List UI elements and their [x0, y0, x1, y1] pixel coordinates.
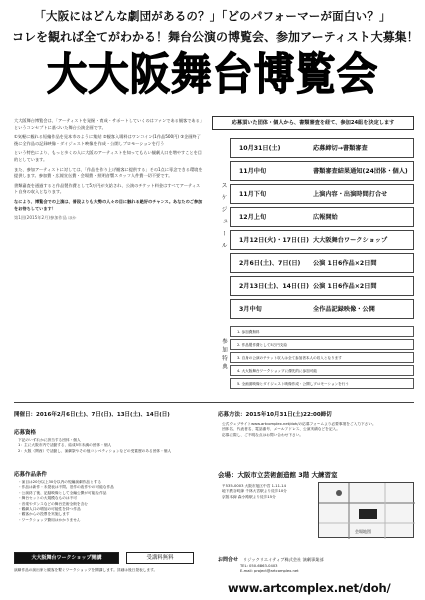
bonus-item: 3. 自身の公演のチケット収入は全て参加者本人の収入となります — [230, 352, 414, 363]
venue-access: 京阪本線 森小路駅より徒歩15分 — [222, 494, 276, 499]
intro-p4: また、参加アーティストに対しては、「作品を作り上げ観客に提供する」その1点に専念できる環境を提供します。参加費・広報宣伝費・会場費・照明音響スタッフ人件費一切不要です。 — [14, 166, 203, 179]
dates-section: 開催日：2016年2月6日(土)、7日(日)、13日(土)、14日(日) — [14, 412, 170, 418]
apply-section: 応募方法：2015年10月31日(土)22:00締切 — [218, 412, 332, 418]
schedule-row — [230, 207, 414, 227]
bonus-item: 4. 大大阪舞台ワークショップに優先的に参加可能 — [230, 365, 414, 376]
bonus-item: 1. 参加費無料 — [230, 326, 414, 337]
schedule-event: 公演 1日6作品×2日間 — [313, 260, 377, 267]
schedule-row — [230, 138, 414, 158]
schedule-date: 11月下旬 — [239, 191, 267, 198]
apply-deadline: 2015年10月31日(土)22:00締切 — [245, 412, 332, 418]
bonus-label: 参加特典 — [221, 338, 227, 372]
catch-line-1: 「大阪にはどんな劇団があるの？」「どのパフォーマーが面白い？」 — [34, 9, 391, 23]
catch-line-2: コレを観れば全てがわかる！舞台公演の博覧会、参加アーティスト大募集！ — [12, 30, 419, 44]
condition-line: ・観劇人口の増加の可能性を持つ作品 — [18, 507, 81, 512]
schedule-event: 公演 1日6作品×2日間 — [313, 283, 377, 290]
schedule-header: 応募頂いた団体・個人から、書類審査を経て、参加24組を決定します — [212, 116, 414, 130]
banner-title: 大大阪舞台博覧会 — [46, 49, 379, 100]
requirement-line: 2：大阪（関西）で活動し、演劇祭やその他コンペティションなどの受賞歴のある団体・個人 — [18, 448, 172, 453]
schedule-row — [230, 276, 414, 296]
schedule-date: 2月13日(土)、14日(日) — [239, 283, 309, 290]
apply-text — [222, 422, 414, 438]
website-url[interactable]: www.artcomplex.net/doh/ — [228, 581, 391, 595]
contact-tel: TEL: 050-6863-0403 — [240, 564, 278, 568]
venue-map — [318, 482, 414, 538]
schedule-event: 上演内容・出演時間打合せ — [313, 191, 388, 198]
intro-p3: という特色により、もっと多くの人に大阪のアーティストを知ってもらい観劇人口を増やすことを目的としています。 — [14, 150, 202, 162]
apply-line: 公式ウェブサイトwww.artcomplex.net/doh/の応募フォームより必要事項をご入力下さい。 — [222, 422, 376, 426]
schedule-row — [230, 230, 414, 250]
contact-section — [218, 556, 324, 563]
schedule-event: 広報開始 — [313, 214, 338, 221]
schedule-row — [230, 253, 414, 273]
venue-address: 〒535-0003 大阪市旭区中宮 1-11-14 — [222, 484, 286, 488]
condition-line: ・ワークショップ費用はかかりません — [18, 517, 81, 522]
past-participants: 第1回(2015年2月)参加作品 ほか — [14, 215, 77, 221]
venue-title: 会場 — [218, 471, 231, 479]
condition-line: ・演目は20分以上30分以内の短編演劇作品とする — [18, 480, 102, 484]
requirement-line: 1：主に大阪市内で活動する、結成5年未満の団体・個人 — [18, 443, 112, 448]
schedule-event: 応募締切→書類審査 — [313, 145, 368, 152]
intro-p1: 大大阪舞台博覧会は、「アーティストを発掘・育成・サポートしていくのはファンである観客である」というコンセプトに基づいた舞台公演企画です。 — [14, 118, 204, 130]
schedule-date: 3月中旬 — [239, 306, 262, 313]
schedule-row — [230, 161, 414, 181]
intro-p5: 書類審査を通過すると作品製作費として5万円が支給され、公演のチケット料金はすべてアーティスト自身の収入となります。 — [14, 182, 201, 195]
condition-line: ・公演終了後、記録映像として全編公開が可能な作品 — [18, 490, 107, 495]
apply-title: 応募方法 — [218, 412, 241, 418]
schedule-event: 全作品記録映像・公開 — [313, 306, 375, 313]
schedule-row — [230, 184, 414, 204]
schedule-row — [230, 299, 414, 319]
contact-title: お問合せ — [218, 557, 239, 563]
workshop-box: 大大阪舞台ワークショップ開講 — [14, 552, 119, 564]
condition-line: ・舞台セットの大規模なものは不可 — [18, 496, 77, 501]
schedule-date: 1月12日(火)・17日(日) — [239, 237, 309, 244]
schedule-date: 10月31日(土) — [239, 145, 281, 152]
apply-line: 応募に際し、ご不明な点はお問い合わせ下さい。 — [222, 432, 304, 437]
schedule-event: 書類審査結果通知(24団体・個人) — [313, 168, 408, 175]
dates-title: 開催日 — [14, 412, 31, 418]
contact-mail: E-mail: project@artcomplex.net — [240, 569, 299, 574]
requirement-line: 下記のいずれかに該当する団体・個人 — [18, 438, 81, 442]
schedule-date: 11月中旬 — [239, 168, 267, 175]
requirements-list — [18, 438, 208, 454]
conditions-title: 応募作品条件 — [14, 472, 48, 478]
conditions-list — [18, 480, 208, 523]
intro-text — [14, 118, 204, 225]
dates-text: 2016年2月6日(土)、7日(日)、13日(土)、14日(日) — [36, 412, 170, 418]
venue-access: 地下鉄谷町線 千林大宮駅より徒歩10分 — [222, 489, 287, 494]
bonus-item: 5. 全画面映像とダイジェスト映像作成・公開しプロモーションを行う — [230, 378, 414, 389]
schedule-event: 大大阪舞台ワークショップ — [313, 237, 388, 244]
venue-name: 大阪市立芸術創造館 3階 大練習室 — [237, 471, 338, 479]
requirements-title: 応募資格 — [14, 430, 37, 436]
schedule-date: 12月上旬 — [239, 214, 267, 221]
free-badge: 受講料無料 — [126, 552, 194, 564]
section-divider — [14, 402, 414, 403]
intro-p6: なにより、博覧会での上演は、普段よりも大勢の人々の目に触れる絶好のチャンス。あなたのご参加をお待ちしています！ — [14, 198, 203, 211]
venue-section: 会場：大阪市立芸術創造館 3階 大練習室 — [218, 471, 338, 479]
map-label: 会場地図 — [355, 529, 371, 534]
condition-line: ・音楽やダンスなどの舞台芸術全般を含む — [18, 501, 88, 506]
intro-p2: ①気軽に観れる短編作品を見本市のように集結 ②観客入場料はワンコイン(1作品500円) ③企画終了後に全作品の記録映像・ダイジェスト映像を作成・公開しプロモーションを行う — [14, 134, 201, 146]
condition-line: ・作品は新作・未発表は不問。旧作の改作やの可能な作品 — [18, 485, 114, 490]
condition-line: ・観客からの投票を実施します — [18, 512, 70, 517]
workshop-text: 演劇作品の演出家と観客を繋ぐワークショップを開講します。詳細は後日発表します。 — [14, 568, 158, 572]
venue-details — [222, 484, 314, 500]
schedule-date: 2月6日(土)、7日(日) — [239, 260, 301, 267]
schedule-label: スケジュール — [220, 182, 227, 254]
contact-details — [240, 564, 414, 575]
contact-org: リジックリエイティブ株式会社 演劇事業部 — [243, 557, 324, 562]
bonus-item: 2. 作品製作費として5万円支給 — [230, 339, 414, 350]
apply-line: 団体名、代表者名、電話番号、メールアドレス、公演実績などを記入。 — [222, 427, 340, 432]
